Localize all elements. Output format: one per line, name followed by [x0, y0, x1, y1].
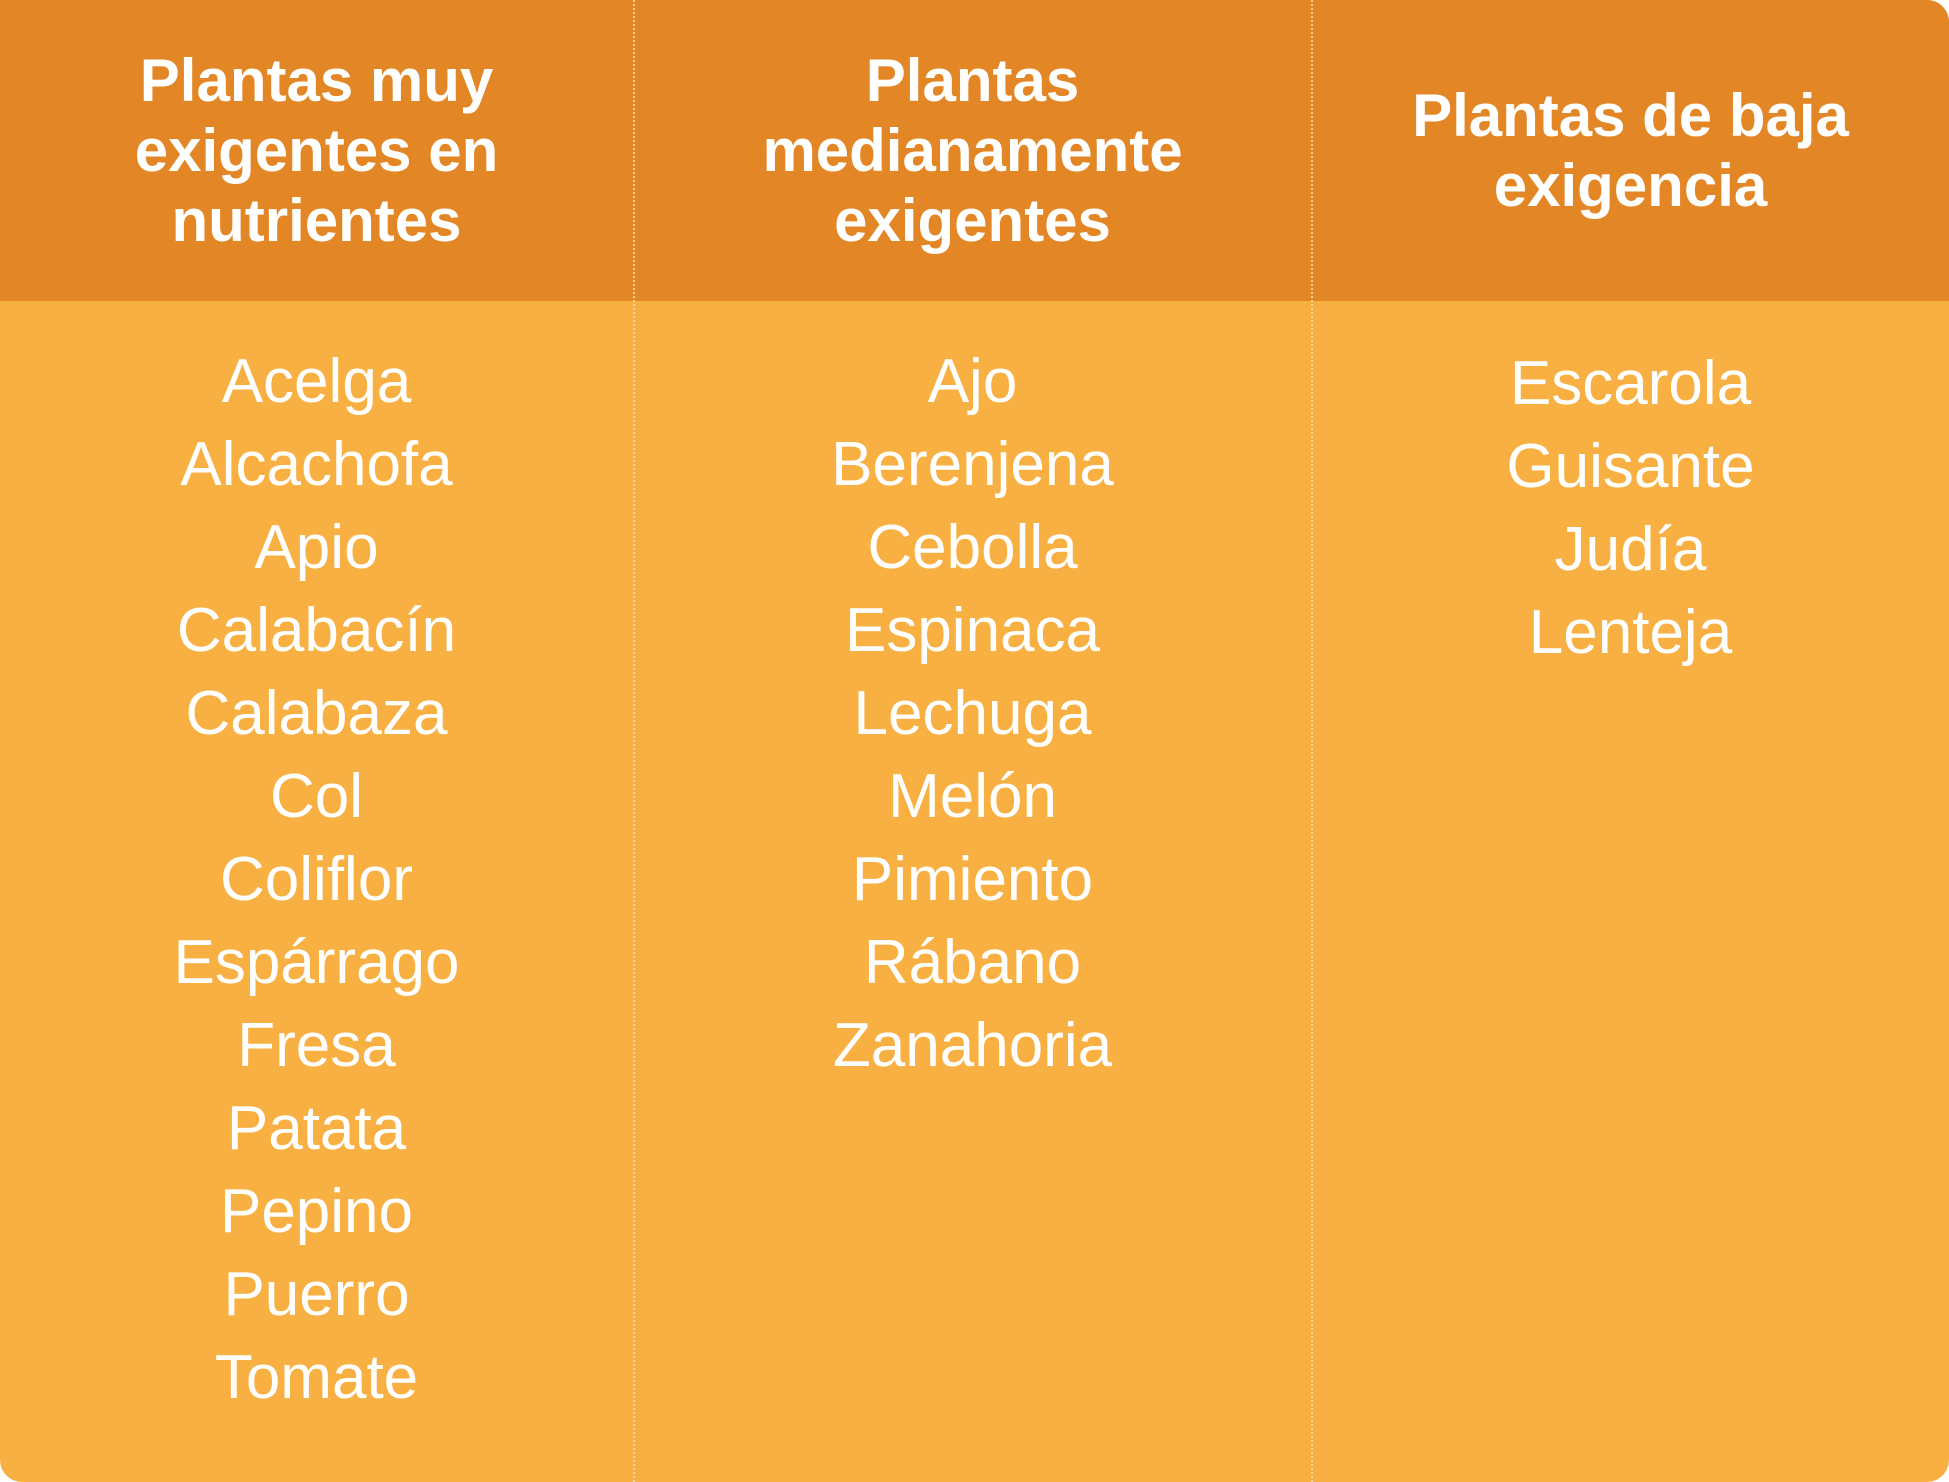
- list-item: Col: [269, 762, 364, 831]
- list-item: Espárrago: [173, 928, 460, 997]
- list-item: Calabacín: [176, 596, 457, 665]
- column-medium-demand: [634, 0, 1311, 1482]
- list-item: Guisante: [1506, 432, 1755, 501]
- column-low-demand: [1312, 0, 1949, 1482]
- list-item: Patata: [226, 1094, 407, 1163]
- list-item: Apio: [254, 513, 379, 582]
- column-header: Plantas muy exigentes en nutrientes: [134, 46, 499, 254]
- list-item: Judía: [1554, 515, 1707, 584]
- list-item: Alcachofa: [180, 430, 453, 499]
- list-item: Lenteja: [1528, 598, 1733, 667]
- plant-list: [1312, 342, 1949, 674]
- list-item: Pimiento: [851, 845, 1094, 914]
- column-header: Plantas de baja exigencia: [1412, 81, 1849, 219]
- list-item: Espinaca: [844, 596, 1101, 665]
- list-item: Melón: [888, 762, 1057, 831]
- list-item: Tomate: [214, 1343, 419, 1412]
- list-item: Berenjena: [831, 430, 1114, 499]
- list-item: Zanahoria: [832, 1011, 1113, 1080]
- list-item: Rábano: [863, 928, 1082, 997]
- list-item: Escarola: [1509, 349, 1752, 418]
- list-item: Acelga: [221, 347, 412, 416]
- list-item: Lechuga: [853, 679, 1092, 748]
- plant-list: [634, 340, 1311, 1087]
- list-item: Cebolla: [867, 513, 1078, 582]
- list-item: Calabaza: [185, 679, 448, 748]
- list-item: Coliflor: [220, 845, 413, 914]
- column-high-demand: [0, 0, 633, 1482]
- plant-list: [0, 340, 633, 1419]
- list-item: Fresa: [237, 1011, 396, 1080]
- list-item: Ajo: [927, 347, 1018, 416]
- list-item: Pepino: [219, 1177, 414, 1246]
- column-header: Plantas medianamente exigentes: [762, 46, 1183, 254]
- list-item: Puerro: [223, 1260, 410, 1329]
